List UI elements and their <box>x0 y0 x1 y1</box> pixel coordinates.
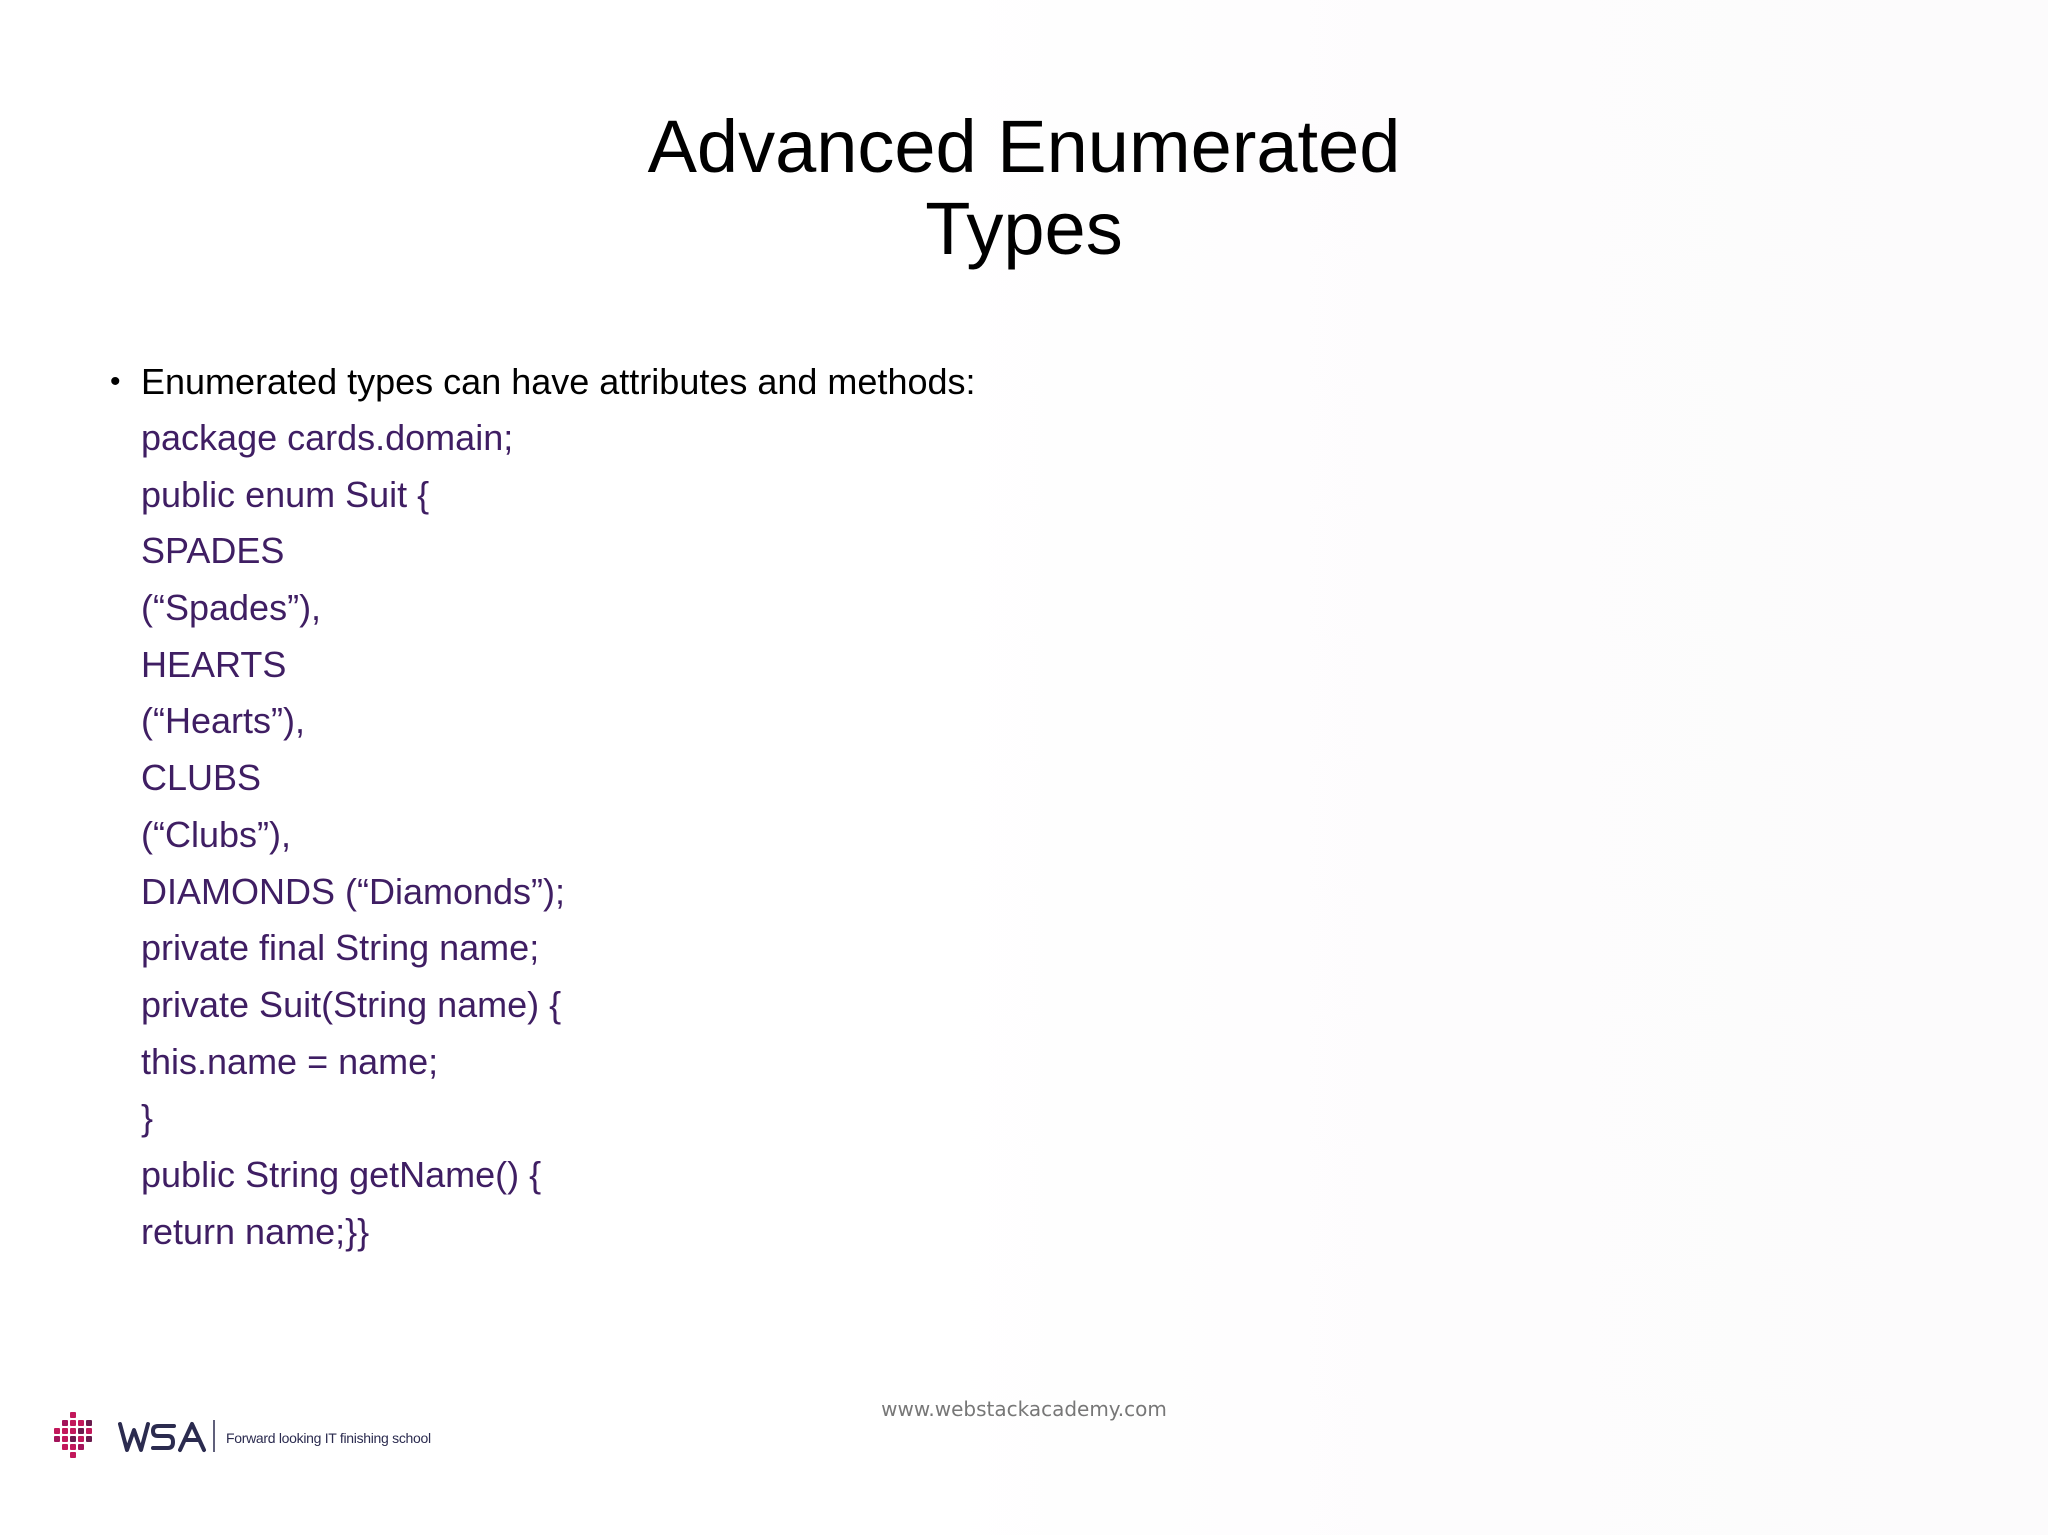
code-line: private final String name; <box>141 927 540 969</box>
code-line: (“Spades”), <box>141 587 322 629</box>
code-line: HEARTS <box>141 643 287 685</box>
code-line: public String getName() { <box>141 1153 542 1195</box>
code-line: return name;}} <box>141 1210 370 1252</box>
slide-title-line-1: Advanced Enumerated <box>647 105 1401 188</box>
code-line: public enum Suit { <box>141 473 430 515</box>
code-line: (“Clubs”), <box>141 813 291 855</box>
bullet-dot-icon: • <box>110 365 121 398</box>
code-line: SPADES <box>141 530 285 572</box>
logo-tagline: Forward looking IT finishing school <box>226 1430 431 1446</box>
code-block <box>110 410 1310 1260</box>
slide-title-line-2: Types <box>925 187 1123 270</box>
code-line: package cards.domain; <box>141 417 514 458</box>
slide-body <box>110 353 1310 1260</box>
code-line: } <box>141 1097 154 1139</box>
footer-url: www.webstackacademy.com <box>881 1397 1167 1421</box>
slide-title <box>0 106 2048 270</box>
code-line: DIAMONDS (“Diamonds”); <box>141 870 566 912</box>
bullet-item <box>110 353 1310 410</box>
code-line: CLUBS <box>141 757 262 799</box>
bullet-text: Enumerated types can have attributes and methods: <box>141 361 976 402</box>
code-line: private Suit(String name) { <box>141 983 562 1025</box>
logo-dot-cluster <box>54 1412 92 1458</box>
logo-wordmark <box>120 1424 204 1450</box>
code-line: (“Hearts”), <box>141 700 305 742</box>
code-line: this.name = name; <box>141 1040 439 1082</box>
